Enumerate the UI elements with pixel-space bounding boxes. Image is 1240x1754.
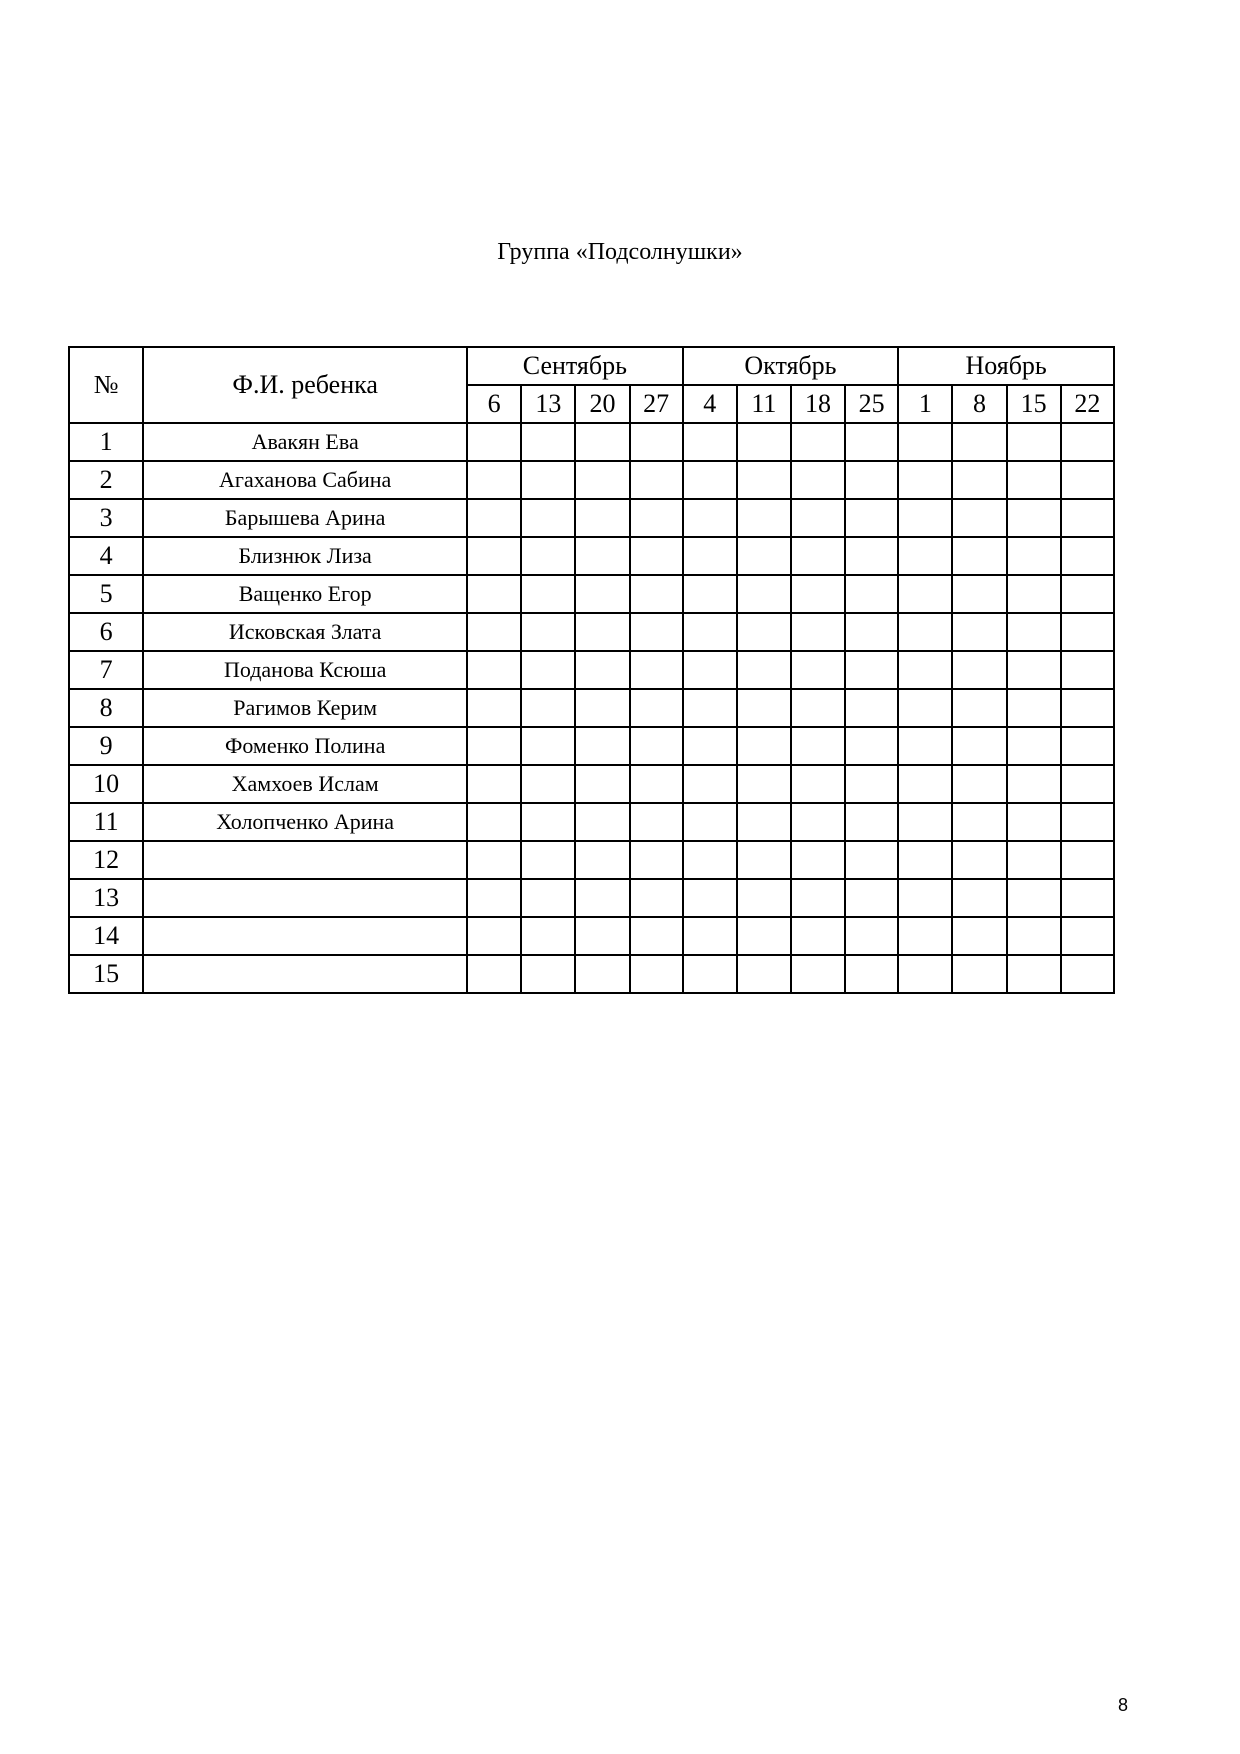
attendance-cell xyxy=(737,841,791,879)
table-row xyxy=(69,955,1114,993)
child-name-cell: Барышева Арина xyxy=(143,499,467,537)
attendance-cell xyxy=(845,461,898,499)
attendance-cell xyxy=(898,461,952,499)
attendance-cell xyxy=(575,841,629,879)
attendance-cell xyxy=(737,575,791,613)
table-row xyxy=(69,575,1114,613)
attendance-cell xyxy=(845,879,898,917)
attendance-cell xyxy=(1007,461,1061,499)
attendance-cell xyxy=(467,575,521,613)
attendance-cell xyxy=(845,423,898,461)
attendance-cell xyxy=(1007,879,1061,917)
table-body xyxy=(69,423,1114,993)
row-number: 14 xyxy=(69,917,143,955)
attendance-cell xyxy=(630,765,683,803)
attendance-cell xyxy=(952,917,1006,955)
attendance-cell xyxy=(630,841,683,879)
attendance-cell xyxy=(845,765,898,803)
table-row xyxy=(69,499,1114,537)
attendance-cell xyxy=(630,917,683,955)
number-column-header: № xyxy=(69,347,143,423)
attendance-cell xyxy=(467,917,521,955)
attendance-cell xyxy=(791,651,845,689)
child-name-cell xyxy=(143,841,467,879)
day-header: 1 xyxy=(898,385,952,423)
row-number: 3 xyxy=(69,499,143,537)
attendance-cell xyxy=(737,651,791,689)
attendance-cell xyxy=(683,765,737,803)
attendance-cell xyxy=(952,613,1006,651)
table-row xyxy=(69,651,1114,689)
day-header: 4 xyxy=(683,385,737,423)
child-name-column-header: Ф.И. ребенка xyxy=(143,347,467,423)
child-name-cell xyxy=(143,955,467,993)
attendance-cell xyxy=(521,537,575,575)
attendance-cell xyxy=(791,917,845,955)
attendance-cell xyxy=(683,651,737,689)
attendance-cell xyxy=(683,803,737,841)
child-name-cell: Поданова Ксюша xyxy=(143,651,467,689)
attendance-cell xyxy=(1007,765,1061,803)
attendance-cell xyxy=(845,803,898,841)
attendance-cell xyxy=(521,917,575,955)
attendance-cell xyxy=(683,423,737,461)
table-row xyxy=(69,765,1114,803)
attendance-cell xyxy=(898,423,952,461)
attendance-cell xyxy=(683,689,737,727)
attendance-cell xyxy=(630,879,683,917)
attendance-cell xyxy=(1007,917,1061,955)
attendance-cell xyxy=(575,651,629,689)
attendance-cell xyxy=(737,537,791,575)
attendance-cell xyxy=(791,955,845,993)
attendance-cell xyxy=(630,613,683,651)
child-name-cell: Агаханова Сабина xyxy=(143,461,467,499)
attendance-cell xyxy=(1061,955,1114,993)
attendance-cell xyxy=(630,537,683,575)
attendance-table xyxy=(68,346,1115,994)
attendance-cell xyxy=(898,575,952,613)
attendance-cell xyxy=(898,613,952,651)
attendance-cell xyxy=(1061,613,1114,651)
attendance-cell xyxy=(683,461,737,499)
day-header: 25 xyxy=(845,385,898,423)
attendance-cell xyxy=(898,955,952,993)
attendance-cell xyxy=(575,613,629,651)
attendance-cell xyxy=(630,727,683,765)
attendance-cell xyxy=(791,613,845,651)
attendance-cell xyxy=(683,499,737,537)
day-header: 18 xyxy=(791,385,845,423)
attendance-cell xyxy=(737,689,791,727)
group-name: «Подсолнушки» xyxy=(575,239,743,265)
attendance-cell xyxy=(791,689,845,727)
attendance-cell xyxy=(575,765,629,803)
attendance-cell xyxy=(952,575,1006,613)
child-name-cell xyxy=(143,917,467,955)
attendance-cell xyxy=(898,499,952,537)
attendance-cell xyxy=(898,917,952,955)
attendance-cell xyxy=(898,765,952,803)
month-header-september: Сентябрь xyxy=(467,347,683,385)
attendance-cell xyxy=(521,727,575,765)
attendance-cell xyxy=(575,803,629,841)
day-header: 22 xyxy=(1061,385,1114,423)
attendance-cell xyxy=(737,917,791,955)
attendance-cell xyxy=(1007,651,1061,689)
month-header-november: Ноябрь xyxy=(898,347,1114,385)
attendance-cell xyxy=(952,461,1006,499)
attendance-cell xyxy=(791,499,845,537)
day-header: 27 xyxy=(630,385,683,423)
attendance-cell xyxy=(737,499,791,537)
attendance-cell xyxy=(521,461,575,499)
attendance-cell xyxy=(683,955,737,993)
row-number: 4 xyxy=(69,537,143,575)
table-row xyxy=(69,727,1114,765)
child-name-cell: Ващенко Егор xyxy=(143,575,467,613)
attendance-cell xyxy=(845,727,898,765)
month-header-october: Октябрь xyxy=(683,347,899,385)
child-name-cell: Близнюк Лиза xyxy=(143,537,467,575)
attendance-cell xyxy=(791,765,845,803)
attendance-cell xyxy=(467,689,521,727)
attendance-cell xyxy=(952,955,1006,993)
attendance-cell xyxy=(467,537,521,575)
attendance-cell xyxy=(521,879,575,917)
attendance-cell xyxy=(1007,499,1061,537)
table-row xyxy=(69,841,1114,879)
attendance-cell xyxy=(1061,803,1114,841)
attendance-cell xyxy=(791,537,845,575)
attendance-cell xyxy=(683,537,737,575)
attendance-cell xyxy=(1061,727,1114,765)
attendance-cell xyxy=(952,689,1006,727)
attendance-cell xyxy=(575,689,629,727)
table-row xyxy=(69,917,1114,955)
attendance-cell xyxy=(737,765,791,803)
table-row xyxy=(69,879,1114,917)
attendance-cell xyxy=(630,461,683,499)
attendance-cell xyxy=(952,879,1006,917)
attendance-cell xyxy=(683,917,737,955)
attendance-cell xyxy=(575,461,629,499)
attendance-cell xyxy=(952,423,1006,461)
attendance-cell xyxy=(683,613,737,651)
attendance-cell xyxy=(521,765,575,803)
attendance-cell xyxy=(737,461,791,499)
attendance-cell xyxy=(575,499,629,537)
attendance-cell xyxy=(1061,689,1114,727)
attendance-cell xyxy=(683,727,737,765)
attendance-cell xyxy=(575,917,629,955)
attendance-cell xyxy=(1061,461,1114,499)
attendance-cell xyxy=(1061,499,1114,537)
attendance-cell xyxy=(791,879,845,917)
attendance-cell xyxy=(737,879,791,917)
attendance-cell xyxy=(1061,537,1114,575)
table-row xyxy=(69,613,1114,651)
attendance-cell xyxy=(575,879,629,917)
attendance-cell xyxy=(575,955,629,993)
attendance-cell xyxy=(575,727,629,765)
attendance-cell xyxy=(467,955,521,993)
day-header: 15 xyxy=(1007,385,1061,423)
attendance-cell xyxy=(737,423,791,461)
row-number: 6 xyxy=(69,613,143,651)
day-header: 8 xyxy=(952,385,1006,423)
attendance-cell xyxy=(1007,727,1061,765)
attendance-cell xyxy=(575,423,629,461)
attendance-cell xyxy=(1007,613,1061,651)
row-number: 11 xyxy=(69,803,143,841)
attendance-cell xyxy=(467,727,521,765)
table-row xyxy=(69,689,1114,727)
attendance-cell xyxy=(952,651,1006,689)
attendance-cell xyxy=(575,537,629,575)
attendance-cell xyxy=(845,917,898,955)
child-name-cell: Фоменко Полина xyxy=(143,727,467,765)
attendance-cell xyxy=(952,537,1006,575)
attendance-cell xyxy=(845,955,898,993)
attendance-cell xyxy=(467,879,521,917)
attendance-cell xyxy=(791,423,845,461)
day-header: 11 xyxy=(737,385,791,423)
attendance-cell xyxy=(521,499,575,537)
page-number: 8 xyxy=(1118,1695,1129,1715)
attendance-cell xyxy=(845,499,898,537)
attendance-cell xyxy=(467,613,521,651)
attendance-cell xyxy=(952,841,1006,879)
attendance-cell xyxy=(521,841,575,879)
day-header: 20 xyxy=(575,385,629,423)
child-name-cell: Авакян Ева xyxy=(143,423,467,461)
row-number: 15 xyxy=(69,955,143,993)
attendance-cell xyxy=(1061,917,1114,955)
row-number: 2 xyxy=(69,461,143,499)
attendance-cell xyxy=(791,841,845,879)
attendance-cell xyxy=(898,803,952,841)
attendance-cell xyxy=(467,803,521,841)
row-number: 1 xyxy=(69,423,143,461)
row-number: 13 xyxy=(69,879,143,917)
attendance-cell xyxy=(952,499,1006,537)
attendance-cell xyxy=(467,499,521,537)
attendance-cell xyxy=(845,651,898,689)
header-row-months xyxy=(69,347,1114,385)
attendance-cell xyxy=(898,879,952,917)
row-number: 12 xyxy=(69,841,143,879)
attendance-cell xyxy=(898,537,952,575)
attendance-cell xyxy=(791,575,845,613)
table-row xyxy=(69,803,1114,841)
attendance-cell xyxy=(630,689,683,727)
table-row xyxy=(69,423,1114,461)
attendance-cell xyxy=(630,803,683,841)
attendance-cell xyxy=(845,613,898,651)
attendance-cell xyxy=(521,613,575,651)
attendance-cell xyxy=(521,955,575,993)
attendance-cell xyxy=(737,613,791,651)
attendance-cell xyxy=(467,461,521,499)
attendance-cell xyxy=(683,575,737,613)
attendance-cell xyxy=(1007,803,1061,841)
attendance-cell xyxy=(630,575,683,613)
attendance-cell xyxy=(1061,651,1114,689)
day-header: 6 xyxy=(467,385,521,423)
attendance-cell xyxy=(521,803,575,841)
attendance-cell xyxy=(630,499,683,537)
attendance-cell xyxy=(737,727,791,765)
attendance-cell xyxy=(521,651,575,689)
attendance-cell xyxy=(1007,955,1061,993)
table-row xyxy=(69,537,1114,575)
attendance-cell xyxy=(898,841,952,879)
row-number: 5 xyxy=(69,575,143,613)
attendance-cell xyxy=(898,689,952,727)
attendance-cell xyxy=(1007,841,1061,879)
attendance-cell xyxy=(683,879,737,917)
attendance-cell xyxy=(791,803,845,841)
attendance-cell xyxy=(952,803,1006,841)
table-row xyxy=(69,461,1114,499)
attendance-cell xyxy=(467,651,521,689)
attendance-cell xyxy=(630,423,683,461)
attendance-cell xyxy=(1007,423,1061,461)
attendance-cell xyxy=(521,689,575,727)
attendance-cell xyxy=(737,803,791,841)
attendance-cell xyxy=(1061,879,1114,917)
attendance-cell xyxy=(1061,575,1114,613)
attendance-cell xyxy=(467,765,521,803)
child-name-cell: Холопченко Арина xyxy=(143,803,467,841)
attendance-cell xyxy=(521,575,575,613)
attendance-cell xyxy=(630,651,683,689)
table-header xyxy=(69,347,1114,423)
attendance-cell xyxy=(521,423,575,461)
attendance-cell xyxy=(791,727,845,765)
attendance-cell xyxy=(791,461,845,499)
attendance-cell xyxy=(737,955,791,993)
attendance-cell xyxy=(467,841,521,879)
row-number: 8 xyxy=(69,689,143,727)
child-name-cell: Рагимов Керим xyxy=(143,689,467,727)
row-number: 7 xyxy=(69,651,143,689)
child-name-cell: Хамхоев Ислам xyxy=(143,765,467,803)
group-prefix: Группа xyxy=(497,239,570,265)
attendance-cell xyxy=(575,575,629,613)
attendance-cell xyxy=(467,423,521,461)
page-title xyxy=(0,234,1240,270)
attendance-cell xyxy=(1061,423,1114,461)
attendance-cell xyxy=(630,955,683,993)
attendance-cell xyxy=(1061,841,1114,879)
attendance-cell xyxy=(1007,575,1061,613)
attendance-cell xyxy=(952,727,1006,765)
attendance-cell xyxy=(952,765,1006,803)
day-header: 13 xyxy=(521,385,575,423)
attendance-cell xyxy=(1061,765,1114,803)
attendance-cell xyxy=(1007,537,1061,575)
row-number: 9 xyxy=(69,727,143,765)
attendance-cell xyxy=(845,575,898,613)
attendance-cell xyxy=(845,841,898,879)
child-name-cell: Исковская Злата xyxy=(143,613,467,651)
child-name-cell xyxy=(143,879,467,917)
attendance-cell xyxy=(898,651,952,689)
row-number: 10 xyxy=(69,765,143,803)
attendance-cell xyxy=(683,841,737,879)
attendance-cell xyxy=(845,689,898,727)
attendance-cell xyxy=(845,537,898,575)
attendance-cell xyxy=(898,727,952,765)
attendance-cell xyxy=(1007,689,1061,727)
